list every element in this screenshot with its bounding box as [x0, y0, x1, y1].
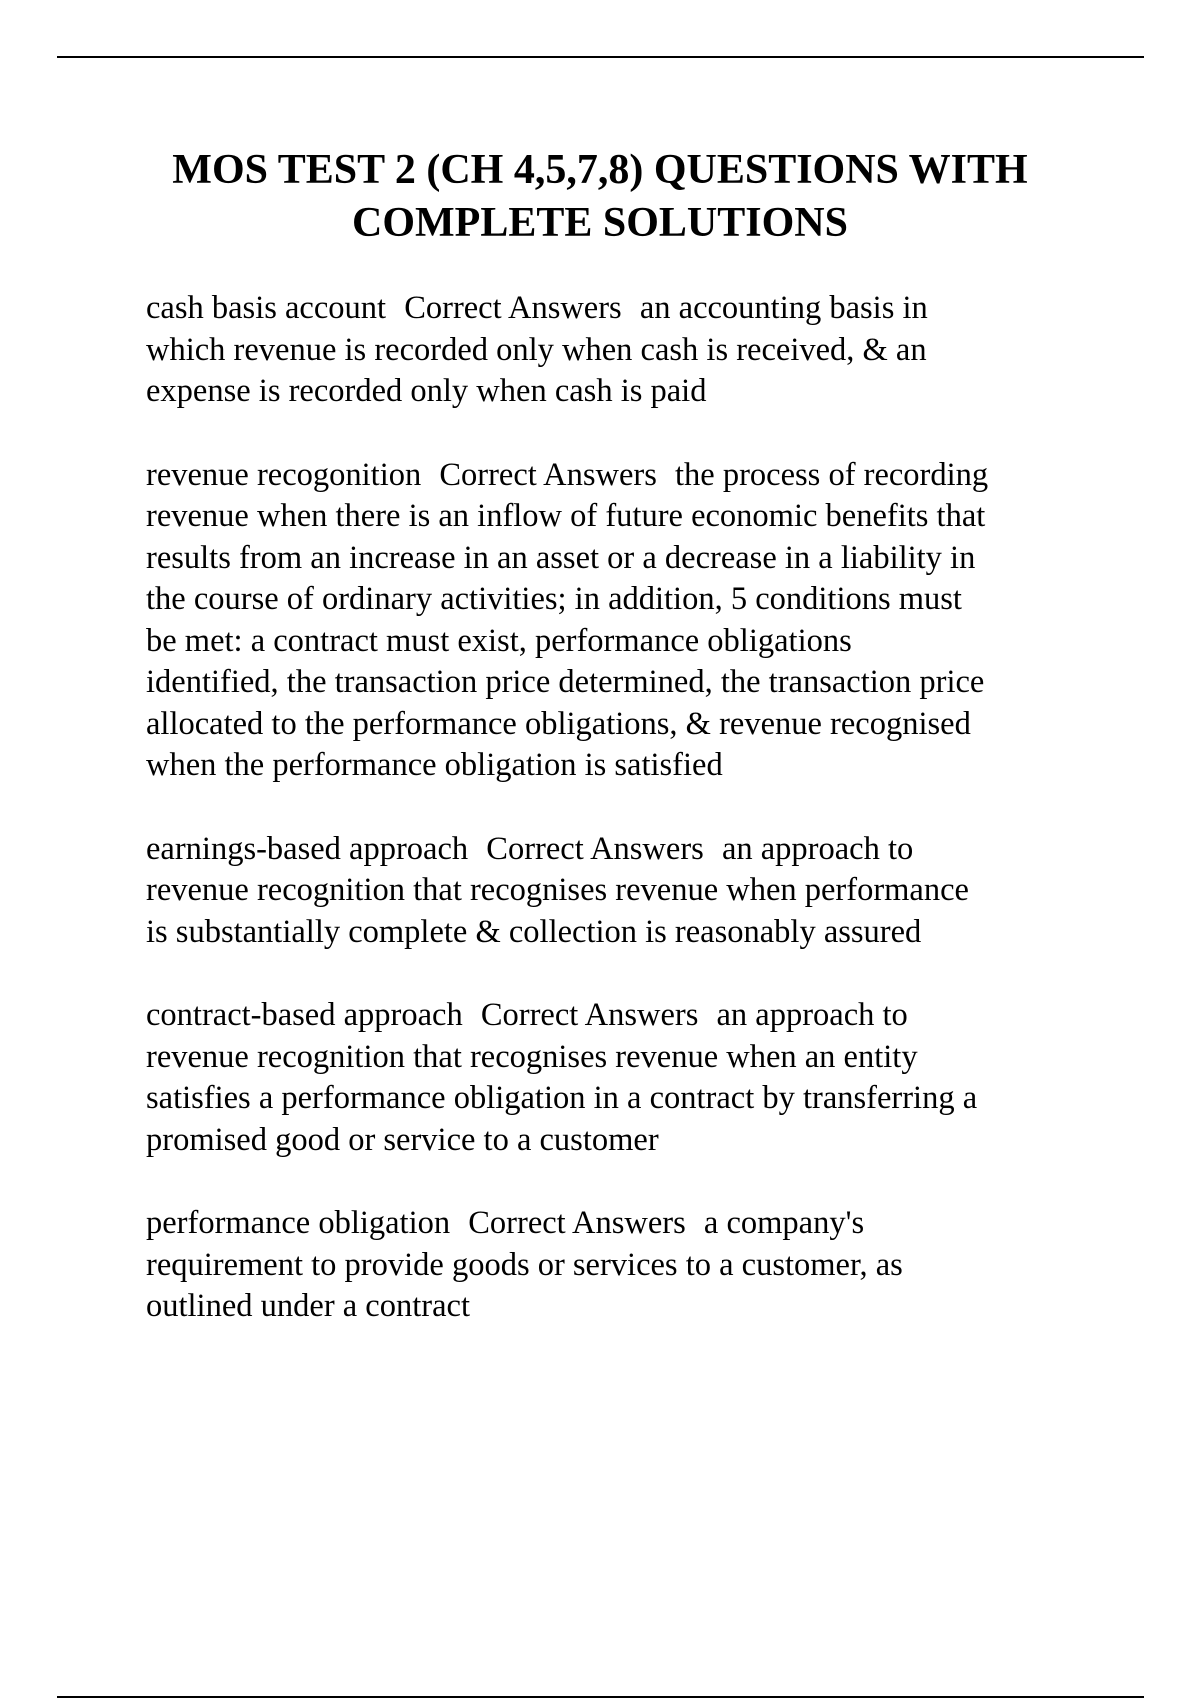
qa-entry-cash-basis-account	[146, 288, 1106, 413]
answer-line: the course of ordinary activities; in addition, 5 conditions must	[146, 581, 962, 617]
entry-term: performance obligation	[146, 1205, 451, 1241]
answer-line: revenue recognition that recognises revenue when performance	[146, 872, 969, 908]
answer-line: be met: a contract must exist, performance obligations	[146, 622, 852, 659]
answer-line: which revenue is recorded only when cash is received, & an	[146, 331, 927, 368]
qa-entry-earnings-based-approach	[146, 829, 1106, 954]
title-line: COMPLETE SOLUTIONS	[352, 200, 848, 246]
title-line: MOS TEST 2 (CH 4,5,7,8) QUESTIONS WITH	[172, 147, 1028, 193]
answer-text: an approach to	[721, 830, 914, 867]
entry-first-line	[146, 288, 1106, 330]
entry-first-line	[146, 455, 1106, 497]
answer-line: when the performance obligation is satisfied	[146, 747, 723, 783]
answer-marker: Correct Answers	[468, 1205, 686, 1241]
entry-first-line	[146, 995, 1106, 1037]
answer-text: an approach to	[716, 997, 908, 1033]
answer-line: revenue when there is an inflow of future economic benefits that	[146, 498, 986, 534]
answer-marker: Correct Answers	[404, 290, 622, 326]
answer-line: promised good or service to a customer	[146, 1121, 659, 1158]
entry-first-line	[146, 829, 1106, 871]
answer-text: an accounting basis in	[639, 290, 928, 326]
qa-entry-revenue-recognition	[146, 455, 1106, 787]
footer-rule	[57, 1696, 1144, 1698]
entry-term: contract-based approach	[146, 997, 463, 1033]
qa-entries	[146, 288, 1106, 1370]
answer-marker: Correct Answers	[480, 997, 699, 1033]
entry-first-line	[146, 1203, 1106, 1245]
answer-line: revenue recognition that recognises revenue when an entity	[146, 1038, 918, 1075]
answer-line: satisfies a performance obligation in a contract by transferring a	[146, 1080, 978, 1116]
entry-term: earnings-based approach	[146, 830, 469, 867]
document-title	[100, 144, 1100, 250]
entry-term: cash basis account	[146, 290, 387, 326]
answer-line: requirement to provide goods or services to a customer, as	[146, 1246, 903, 1283]
entry-term: revenue recogonition	[146, 456, 422, 493]
answer-line: results from an increase in an asset or a decrease in a liability in	[146, 539, 976, 576]
answer-line: outlined under a contract	[146, 1288, 470, 1324]
answer-text: a company's	[703, 1205, 865, 1241]
answer-line: allocated to the performance obligations, & revenue recognised	[146, 705, 971, 742]
answer-line: identified, the transaction price determined, the transaction price	[146, 664, 985, 700]
header-rule	[57, 56, 1144, 58]
qa-entry-contract-based-approach	[146, 995, 1106, 1161]
answer-marker: Correct Answers	[486, 830, 704, 867]
answer-line: expense is recorded only when cash is paid	[146, 373, 707, 409]
answer-text: the process of recording	[675, 456, 989, 493]
qa-entry-performance-obligation	[146, 1203, 1106, 1328]
answer-marker: Correct Answers	[439, 456, 657, 493]
answer-line: is substantially complete & collection is reasonably assured	[146, 913, 922, 950]
